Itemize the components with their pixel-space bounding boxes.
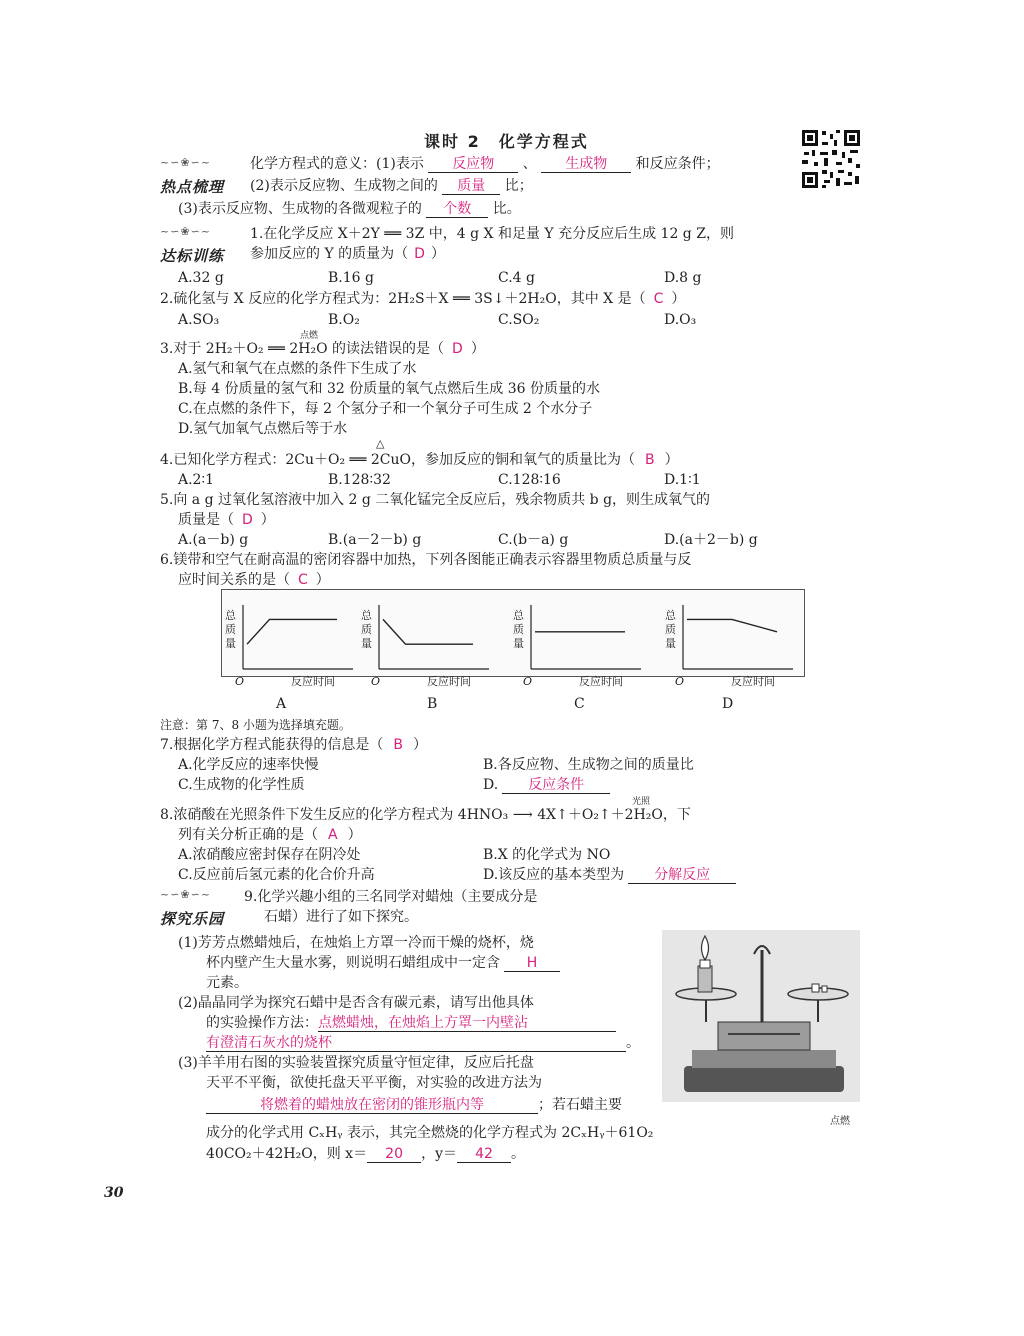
ornament-divider: ~∽❀∽~ xyxy=(160,888,212,901)
q1-line-1: 1.在化学反应 X＋2Y ══ 3Z 中，4 g X 和足量 Y 充分反应后生成 12 g Z，则 xyxy=(250,226,734,242)
q6-line-2: 应时间关系的是（ C ） xyxy=(178,572,330,588)
answer-blank[interactable]: 质量 xyxy=(442,178,500,195)
q9-p2-line-2: 的实验操作方法：点燃蜡烛，在烛焰上方罩一内壁沾 xyxy=(206,1014,616,1032)
q3-option-d: D.氢气加氧气点燃后等于水 xyxy=(178,421,348,437)
y-axis-label: 质 xyxy=(665,623,676,636)
y-axis-label: 质 xyxy=(225,623,236,636)
answer[interactable]: C xyxy=(298,572,308,588)
section-label-explore: 探究乐园 xyxy=(160,910,225,928)
note-text: 注意：第 7、8 小题为选择填充题。 xyxy=(160,718,351,732)
q5-line-2: 质量是（ D ） xyxy=(178,512,275,528)
answer-blank[interactable]: 个数 xyxy=(426,201,488,218)
q9-p3-line-4: 成分的化学式用 CₓHᵧ 表示，其完全燃烧的化学方程式为 2CₓHᵧ＋61O₂ xyxy=(206,1125,654,1141)
q1-line-2: 参加反应的 Y 的质量为（ D ） xyxy=(250,246,445,262)
answer[interactable]: B xyxy=(393,737,403,753)
answer-blank[interactable]: H xyxy=(504,955,560,972)
y-axis-label: 量 xyxy=(361,637,372,650)
graph-label-a: A xyxy=(276,696,287,712)
q9-p1-line-2: 杯内壁产生大量水雾，则说明石蜡组成中一定含 H xyxy=(206,954,560,972)
graph-label-c: C xyxy=(574,696,585,712)
reaction-condition: △ xyxy=(376,437,385,450)
y-axis-label: 质 xyxy=(361,623,372,636)
answer-blank[interactable]: 点燃蜡烛，在烛焰上方罩一内壁沾 xyxy=(318,1015,616,1032)
x-axis-label: 反应时间 xyxy=(579,675,623,688)
q3-line: 3.对于 2H₂＋O₂ ══ 2H₂O 的读法错误的是（ D ） xyxy=(160,341,485,357)
q9-line-1: 9.化学兴趣小组的三名同学对蜡烛（主要成分是 xyxy=(244,889,538,905)
answer[interactable]: D xyxy=(242,512,253,528)
x-axis-label: 反应时间 xyxy=(291,675,335,688)
ornament-divider: ~∽❀∽~ xyxy=(160,225,212,238)
q8-line-1: 8.浓硝酸在光照条件下发生反应的化学方程式为 4HNO₃ ⟶ 4X↑＋O₂↑＋2H₂O，下 xyxy=(160,807,691,823)
q4-line: 4.已知化学方程式：2Cu＋O₂ ══ 2CuO，参加反应的铜和氧气的质量比为（ B ） xyxy=(160,452,679,468)
reaction-condition: 点燃 xyxy=(830,1116,850,1127)
series-line-d xyxy=(687,619,777,631)
balance-candle-illustration xyxy=(662,930,860,1102)
q6-line-1: 6.镁带和空气在耐高温的密闭容器中加热，下列各图能正确表示容器里物质总质量与反 xyxy=(160,552,692,568)
q3-option-b: B.每 4 份质量的氢气和 32 份质量的氧气点燃后生成 36 份质量的水 xyxy=(178,381,600,397)
q9-p3-line-3: 将燃着的蜡烛放在密闭的锥形瓶内等 ；若石蜡主要 xyxy=(206,1096,622,1114)
q3-option-a: A.氢气和氧气在点燃的条件下生成了水 xyxy=(178,361,417,377)
y-axis-label: 总 xyxy=(225,609,236,622)
qr-code-icon xyxy=(800,128,862,190)
answer-blank[interactable]: 42 xyxy=(457,1146,511,1163)
origin-label: O xyxy=(235,675,245,688)
reaction-condition: 光照 xyxy=(632,797,651,807)
origin-label: O xyxy=(371,675,381,688)
reaction-condition: 点燃 xyxy=(300,331,319,341)
q9-p1-line-1: (1)芳芳点燃蜡烛后，在烛焰上方罩一冷而干燥的烧杯，烧 xyxy=(178,935,534,951)
q9-p3-line-1: (3)羊羊用右图的实验装置探究质量守恒定律，反应后托盘 xyxy=(178,1055,534,1071)
q3-option-c: C.在点燃的条件下，每 2 个氢分子和一个氧分子可生成 2 个水分子 xyxy=(178,401,593,417)
x-axis-label: 反应时间 xyxy=(427,675,471,688)
origin-label: O xyxy=(675,675,685,688)
y-axis-label: 量 xyxy=(513,637,524,650)
hotspot-line-3: (3)表示反应物、生成物的各微观粒子的 个数 比。 xyxy=(178,201,521,217)
origin-label: O xyxy=(523,675,533,688)
q2-line: 2.硫化氢与 X 反应的化学方程式为：2H₂S＋X ══ 3S↓＋2H₂O，其中 X 是（ C ） xyxy=(160,291,686,307)
q9-p1-line-3: 元素。 xyxy=(206,975,248,991)
x-axis-label: 反应时间 xyxy=(731,675,775,688)
q9-p2-line-3: 有澄清石灰水的烧杯 。 xyxy=(206,1035,640,1051)
graphs-svg xyxy=(221,589,803,697)
q9-line-2: 石蜡）进行了如下探究。 xyxy=(264,909,418,925)
answer-blank[interactable]: 反应条件 xyxy=(502,777,610,794)
hotspot-line-1: 化学方程式的意义：(1)表示 反应物 、 生成物 和反应条件； xyxy=(250,156,720,172)
graph-label-d: D xyxy=(722,696,734,712)
y-axis-label: 量 xyxy=(665,637,676,650)
series-line-b xyxy=(383,619,473,644)
q8-line-2: 列有关分析正确的是（ A ） xyxy=(178,827,362,843)
answer-blank[interactable]: 20 xyxy=(367,1146,421,1163)
section-label-standard: 达标训练 xyxy=(160,247,225,265)
answer[interactable]: D xyxy=(452,341,463,357)
answer-blank[interactable]: 生成物 xyxy=(541,156,631,173)
answer[interactable]: D xyxy=(414,246,425,262)
y-axis-label: 总 xyxy=(513,609,524,622)
q7-line: 7.根据化学方程式能获得的信息是（ B ） xyxy=(160,737,427,753)
series-line-a xyxy=(247,619,337,644)
y-axis-label: 总 xyxy=(665,609,676,622)
y-axis-label: 质 xyxy=(513,623,524,636)
y-axis-label: 量 xyxy=(225,637,236,650)
q9-p2-line-1: (2)晶晶同学为探究石蜡中是否含有碳元素，请写出他具体 xyxy=(178,995,534,1011)
answer-blank[interactable]: 将燃着的蜡烛放在密闭的锥形瓶内等 xyxy=(206,1097,538,1114)
q5-line-1: 5.向 a g 过氧化氢溶液中加入 2 g 二氧化锰完全反应后，残余物质共 b g，则生成氧气的 xyxy=(160,492,711,508)
answer-blank[interactable]: 分解反应 xyxy=(628,867,736,884)
answer[interactable]: A xyxy=(328,827,338,843)
page-title: 课时 2 化学方程式 xyxy=(424,132,589,151)
q9-p3-line-5: 40CO₂＋42H₂O，则 x＝ 20 ，y＝ 42 。 xyxy=(206,1146,525,1162)
answer[interactable]: B xyxy=(644,452,655,468)
answer-blank[interactable]: 反应物 xyxy=(428,156,518,173)
graph-label-b: B xyxy=(427,696,438,712)
q9-p3-line-2: 天平不平衡，欲使托盘天平平衡，对实验的改进方法为 xyxy=(206,1075,542,1091)
answer-blank[interactable]: 有澄清石灰水的烧杯 xyxy=(206,1035,626,1052)
y-axis-label: 总 xyxy=(361,609,372,622)
hotspot-line-2: (2)表示反应物、生成物之间的 质量 比； xyxy=(250,178,533,194)
answer[interactable]: C xyxy=(653,291,664,307)
ornament-divider: ~∽❀∽~ xyxy=(160,156,212,169)
section-label-hot: 热点梳理 xyxy=(160,178,225,196)
page-number: 30 xyxy=(104,1185,124,1201)
